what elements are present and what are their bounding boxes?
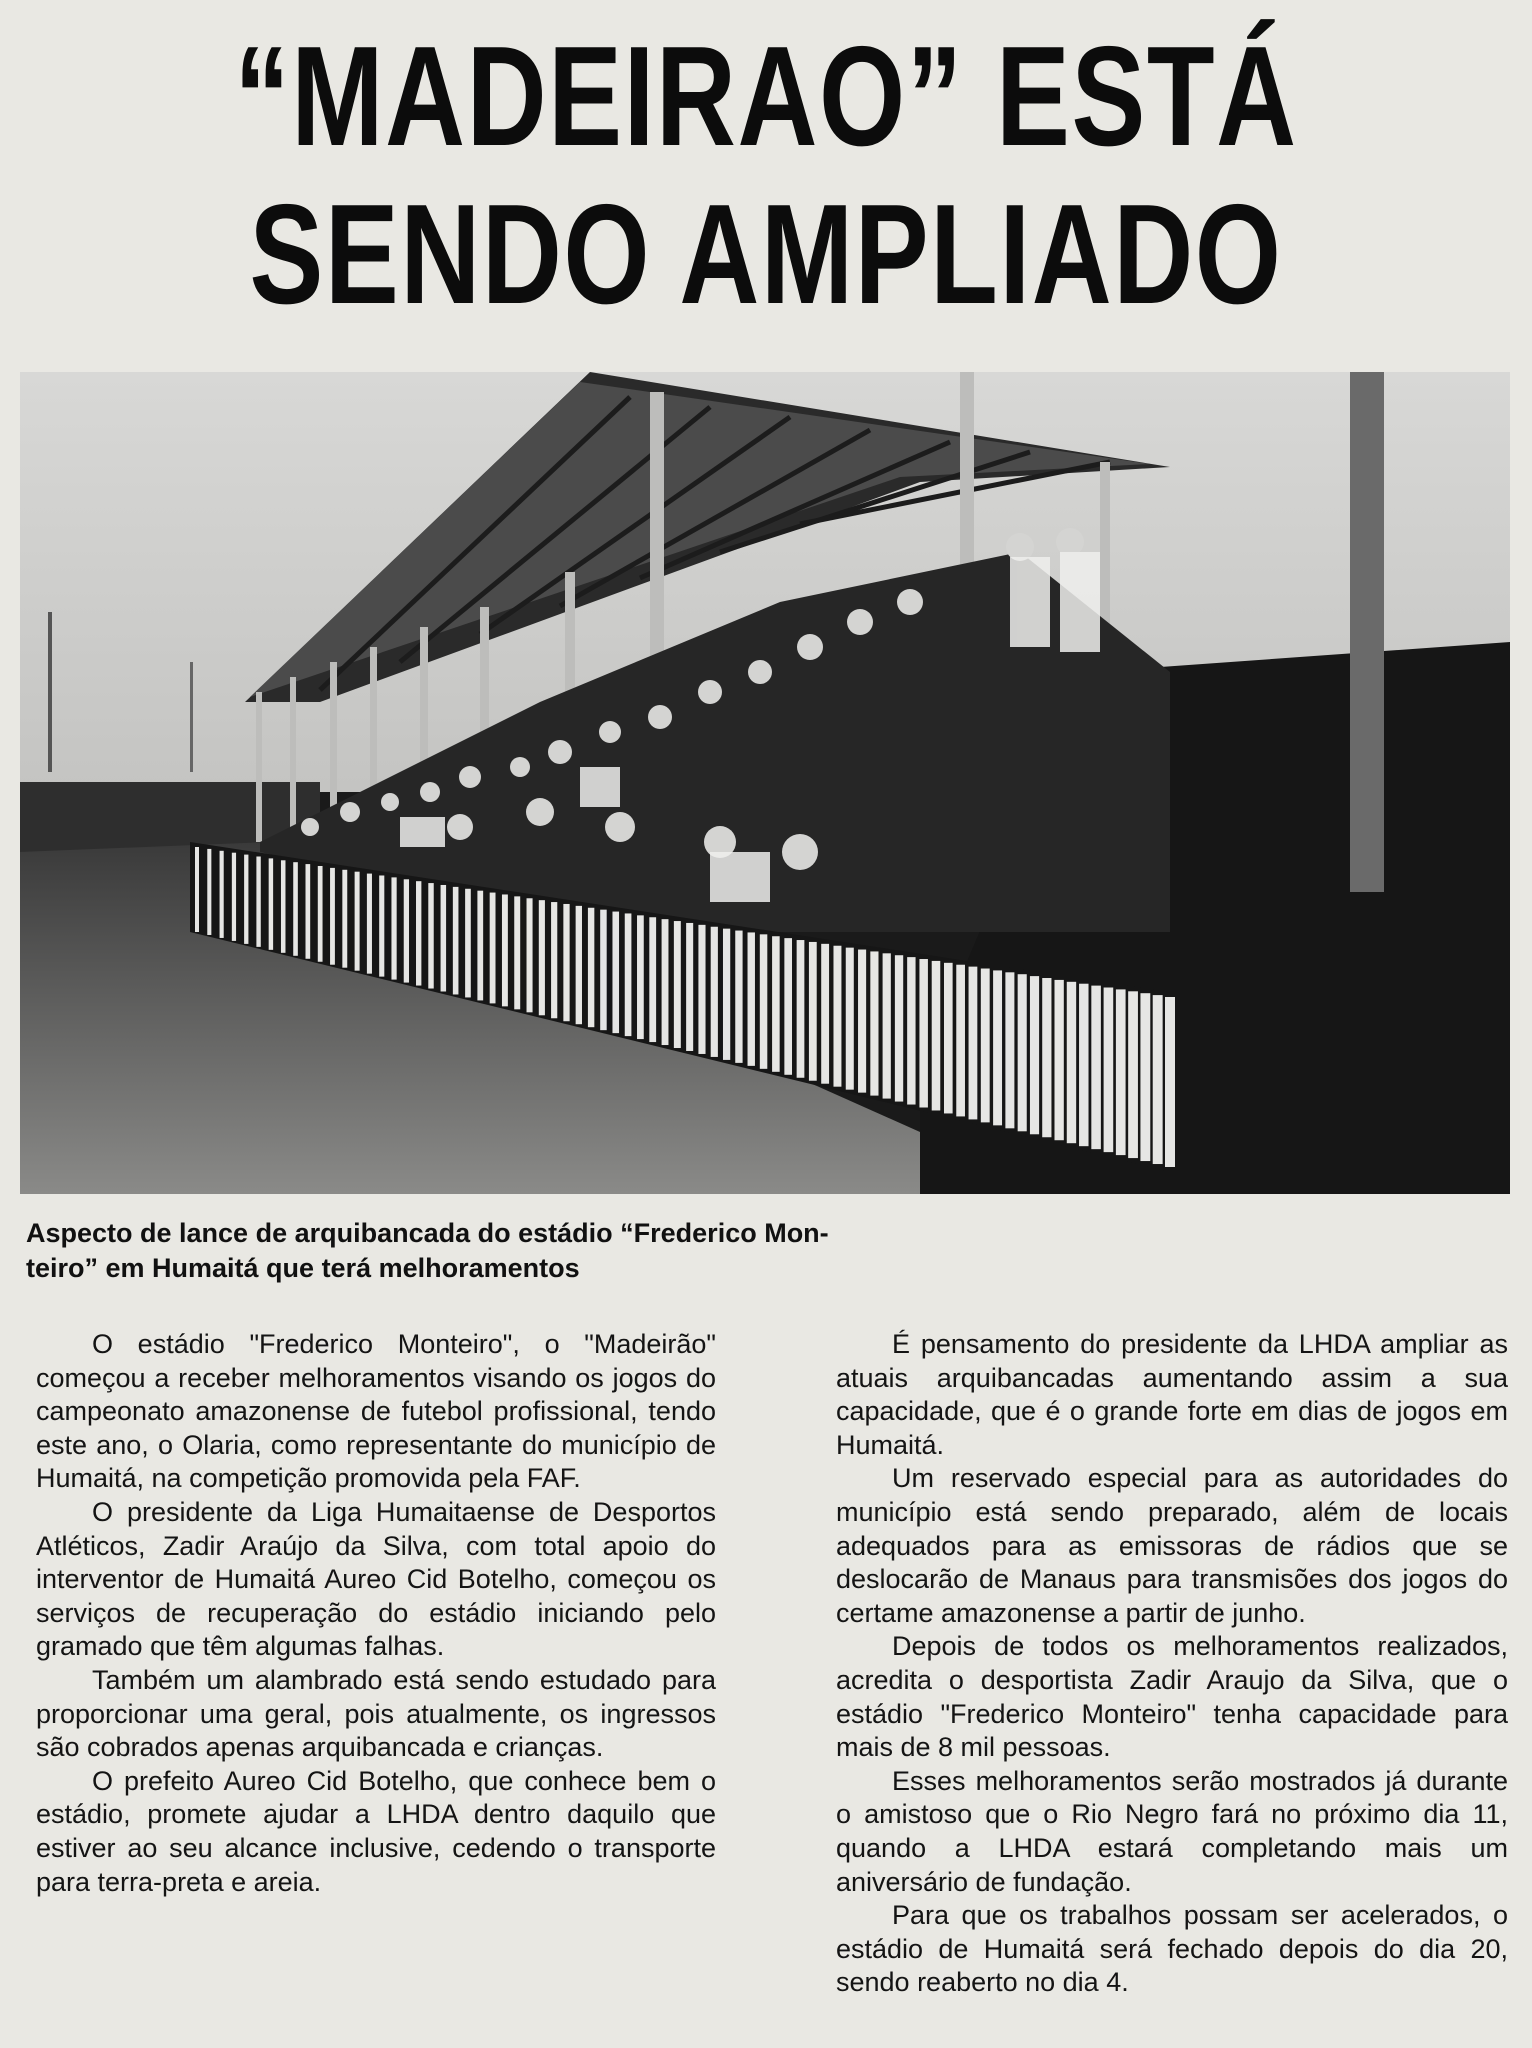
fence-picket <box>870 951 878 1095</box>
fence-picket <box>256 856 260 946</box>
fence-picket <box>1140 993 1150 1161</box>
fence-picket <box>956 965 965 1117</box>
fence-picket <box>502 894 508 1006</box>
fence-picket <box>416 881 421 985</box>
fence-picket <box>1054 980 1063 1140</box>
fence-picket <box>342 870 347 968</box>
fence-picket <box>981 969 990 1123</box>
fence-picket <box>441 885 447 992</box>
fence-picket <box>625 913 632 1036</box>
fence-picket <box>293 862 298 956</box>
fence-picket <box>1030 976 1039 1134</box>
article-paragraph: O estádio "Frederico Monteiro", o "Madeirão" começou a receber melhoramentos visando os jogos do campeonato amazonense de futebol profissional, tendo este ano, o Olaria, como representante do município de Humaitá, na competição promovida pela FAF. <box>36 1329 716 1494</box>
fence-picket <box>993 970 1002 1125</box>
fence-picket <box>477 891 483 1001</box>
fence-picket <box>220 851 224 938</box>
photo-caption <box>26 1216 976 1286</box>
fence-picket <box>1005 972 1014 1128</box>
fence-picket <box>809 942 817 1081</box>
fence-picket <box>797 940 805 1078</box>
fence-picket <box>674 921 681 1048</box>
headline-line-1: “MADEIRAO” ESTÁ <box>234 17 1298 176</box>
fence-picket <box>1079 984 1088 1146</box>
fence-picket <box>600 910 607 1031</box>
article-column-left <box>36 1328 716 1899</box>
article-paragraph: Um reservado especial para as autoridades do município está sendo preparado, além de locais adequados para as emissoras de rádios que se deslocarão de Manaus para transmisões dos jogos do certame amazonense a partir de junho. <box>836 1463 1508 1628</box>
fence-picket <box>1165 997 1175 1167</box>
article-paragraph: Também um alambrado está sendo estudado para proporcionar uma geral, pois atualmente, os ingressos são cobrados apenas arquibancada e crianças. <box>36 1664 716 1763</box>
fence-picket <box>269 858 273 949</box>
fence-picket <box>306 864 311 959</box>
headline <box>169 18 1364 334</box>
caption-line-1: Aspecto de lance de arquibancada do estádio “Frederico Mon- <box>26 1218 829 1248</box>
fence-picket <box>330 868 335 965</box>
article-paragraph: O prefeito Aureo Cid Botelho, que conhece bem o estádio, promete ajudar a LHDA dentro daquilo que estiver ao seu alcance inclusive, cedendo o transporte para terra-preta e areia. <box>36 1765 716 1897</box>
fence-picket <box>1128 991 1138 1158</box>
fence-picket <box>919 959 927 1107</box>
fence-picket <box>576 906 582 1024</box>
fence-picket <box>760 934 767 1068</box>
fence-picket <box>969 967 978 1120</box>
fence-picket <box>858 950 866 1093</box>
fence-picket <box>1116 989 1126 1155</box>
fence-picket <box>612 912 619 1034</box>
fence-picket <box>833 946 841 1087</box>
fence-picket <box>563 904 569 1021</box>
fence-picket <box>207 849 211 935</box>
fence-picket <box>698 925 705 1054</box>
article-paragraph: Depois de todos os melhoramentos realizados, acredita o desportista Zadir Araujo da Silva, que o estádio "Frederico Monteiro" tenha capacidade para mais de 8 mil pessoas. <box>836 1631 1508 1763</box>
fence-picket <box>355 872 360 971</box>
fence-picket <box>514 896 520 1009</box>
fence-picket <box>490 893 496 1004</box>
article-paragraph: Para que os trabalhos possam ser acelerados, o estádio de Humaitá será fechado depois do dia 20, sendo reaberto no dia 4. <box>836 1900 1508 1998</box>
fence-picket <box>453 887 459 995</box>
fence-picket <box>1104 988 1114 1153</box>
fence-picket <box>944 963 953 1114</box>
fence-picket <box>588 908 594 1027</box>
fence-picket <box>527 898 533 1012</box>
fence-picket <box>1153 995 1163 1164</box>
stadium-grandstand-photo-icon <box>20 372 1510 1194</box>
fence-picket <box>649 917 656 1042</box>
fence-picket <box>244 855 248 944</box>
fence-picket <box>367 874 372 974</box>
fence-picket <box>662 919 669 1045</box>
fence-picket <box>428 883 433 988</box>
fence-picket <box>1018 974 1027 1131</box>
fence-picket <box>551 902 557 1018</box>
fence-picket <box>379 875 384 976</box>
fence-picket <box>318 866 323 962</box>
fence-picket <box>748 932 755 1065</box>
article-column-right <box>836 1328 1508 2000</box>
fence-picket <box>637 915 644 1039</box>
fence-picket <box>821 944 829 1084</box>
fence-picket <box>281 860 286 953</box>
article-paragraph: Esses melhoramentos serão mostrados já durante o amistoso que o Rio Negro fará no próximo dia 11, quando a LHDA estará completando mais um aniversário de fundação. <box>836 1765 1508 1897</box>
fence-picket <box>895 955 903 1101</box>
fence-picket <box>232 853 236 941</box>
fence-picket <box>932 961 941 1111</box>
fence-picket <box>772 936 780 1072</box>
fence-picket <box>907 957 915 1104</box>
fence-picket <box>846 948 854 1090</box>
stadium-photo <box>20 372 1510 1194</box>
fence-picket <box>539 900 545 1015</box>
fence-picket <box>1091 986 1101 1150</box>
fence-picket <box>711 927 718 1057</box>
fence-picket <box>1067 982 1076 1143</box>
fence-picket <box>784 938 792 1075</box>
fence-picket <box>1042 978 1051 1137</box>
fence-picket <box>465 889 471 998</box>
fence-picket <box>883 953 891 1098</box>
fence-picket <box>723 929 730 1060</box>
article-paragraph: É pensamento do presidente da LHDA ampliar as atuais arquibancadas aumentando assim a sua capacidade, que é o grande forte em dias de jogos em Humaitá. <box>836 1329 1508 1460</box>
headline-line-2: SENDO AMPLIADO <box>249 175 1283 334</box>
fence-picket <box>404 879 409 982</box>
caption-line-2: teiro” em Humaitá que terá melhoramentos <box>26 1253 580 1283</box>
fence-picket <box>195 847 199 932</box>
fence-picket <box>391 877 396 979</box>
fence-picket <box>735 931 742 1063</box>
fence-picket <box>686 923 693 1051</box>
article-paragraph: O presidente da Liga Humaitaense de Desportos Atléticos, Zadir Araújo da Silva, com total apoio do interventor de Humaitá Aureo Cid Botelho, começou os serviços de recuperação do estádio iniciando pelo gramado que têm algumas falhas. <box>36 1496 716 1662</box>
